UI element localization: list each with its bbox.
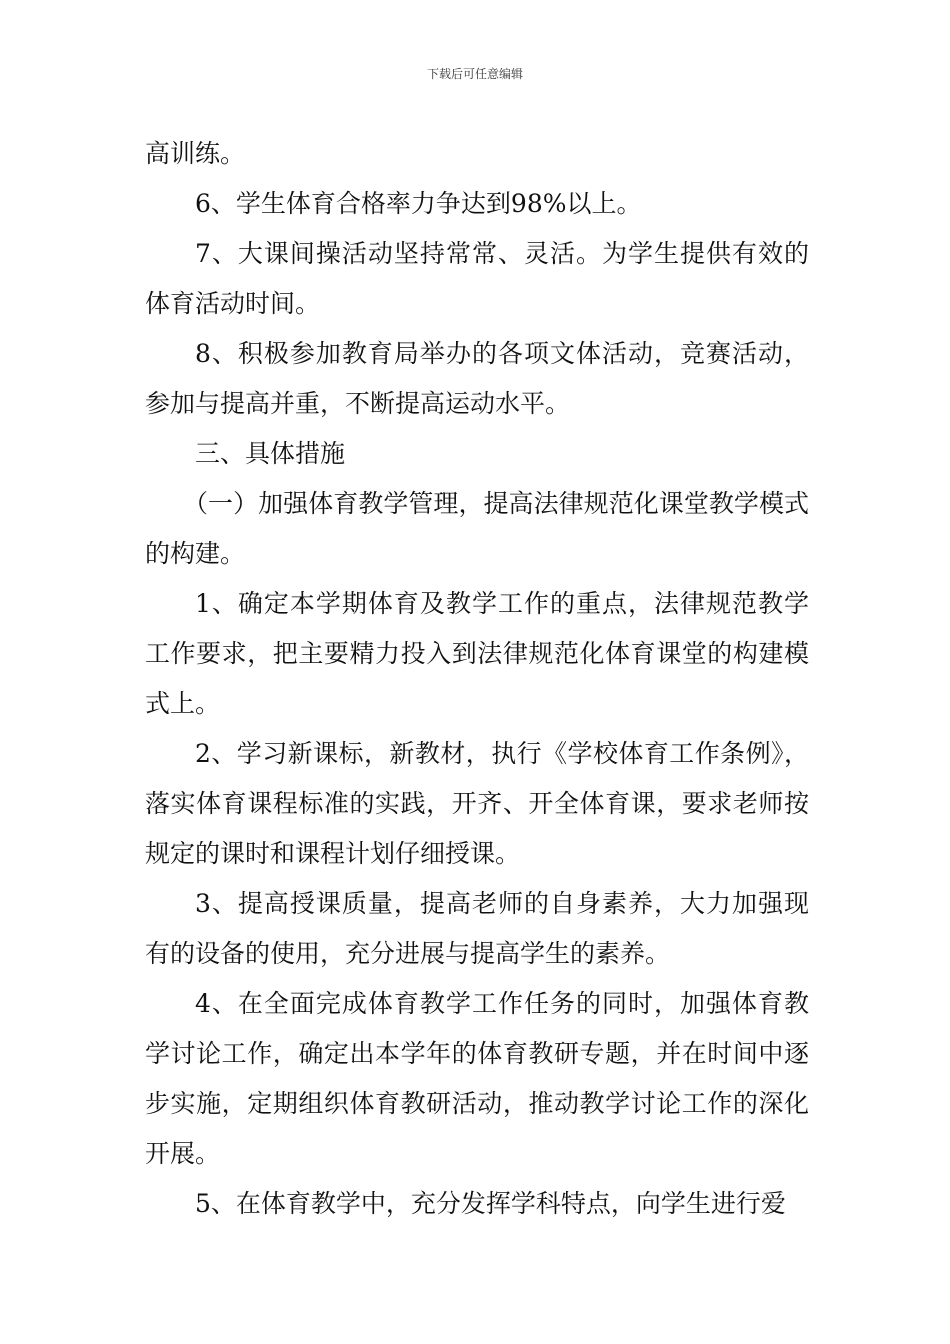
paragraph-continuation: 高训练。 [145,139,246,168]
paragraph-measure-3: 3、提高授课质量，提高老师的自身素养，大力加强现有的设备的使用，充分进展与提高学生的素养。 [145,889,809,968]
document-body [145,129,809,1229]
paragraph-measure-5: 5、在体育教学中，充分发挥学科特点，向学生进行爱 [195,1189,786,1218]
paragraph-item-7: 7、大课间操活动坚持常常、灵活。为学生提供有效的体育活动时间。 [145,239,809,318]
paragraph-item-8: 8、积极参加教育局举办的各项文体活动，竞赛活动，参加与提高并重，不断提高运动水平。 [145,339,809,418]
paragraph-measure-1: 1、确定本学期体育及教学工作的重点，法律规范教学工作要求，把主要精力投入到法律规范化体育课堂的构建模式上。 [145,589,809,718]
paragraph-measure-4: 4、在全面完成体育教学工作任务的同时，加强体育教学讨论工作，确定出本学年的体育教研专题，并在时间中逐步实施，定期组织体育教研活动，推动教学讨论工作的深化开展。 [145,989,809,1168]
paragraph-measure-2: 2、学习新课标，新教材，执行《学校体育工作条例》，落实体育课程标准的实践，开齐、开全体育课，要求老师按规定的课时和课程计划仔细授课。 [145,739,809,868]
paragraph-item-6: 6、学生体育合格率力争达到98%以上。 [195,189,642,218]
page-header: 下载后可任意编辑 [426,67,523,81]
section-heading-measures: 三、具体措施 [195,439,346,468]
subsection-heading-1: （一）加强体育教学管理，提高法律规范化课堂教学模式的构建。 [145,489,809,568]
